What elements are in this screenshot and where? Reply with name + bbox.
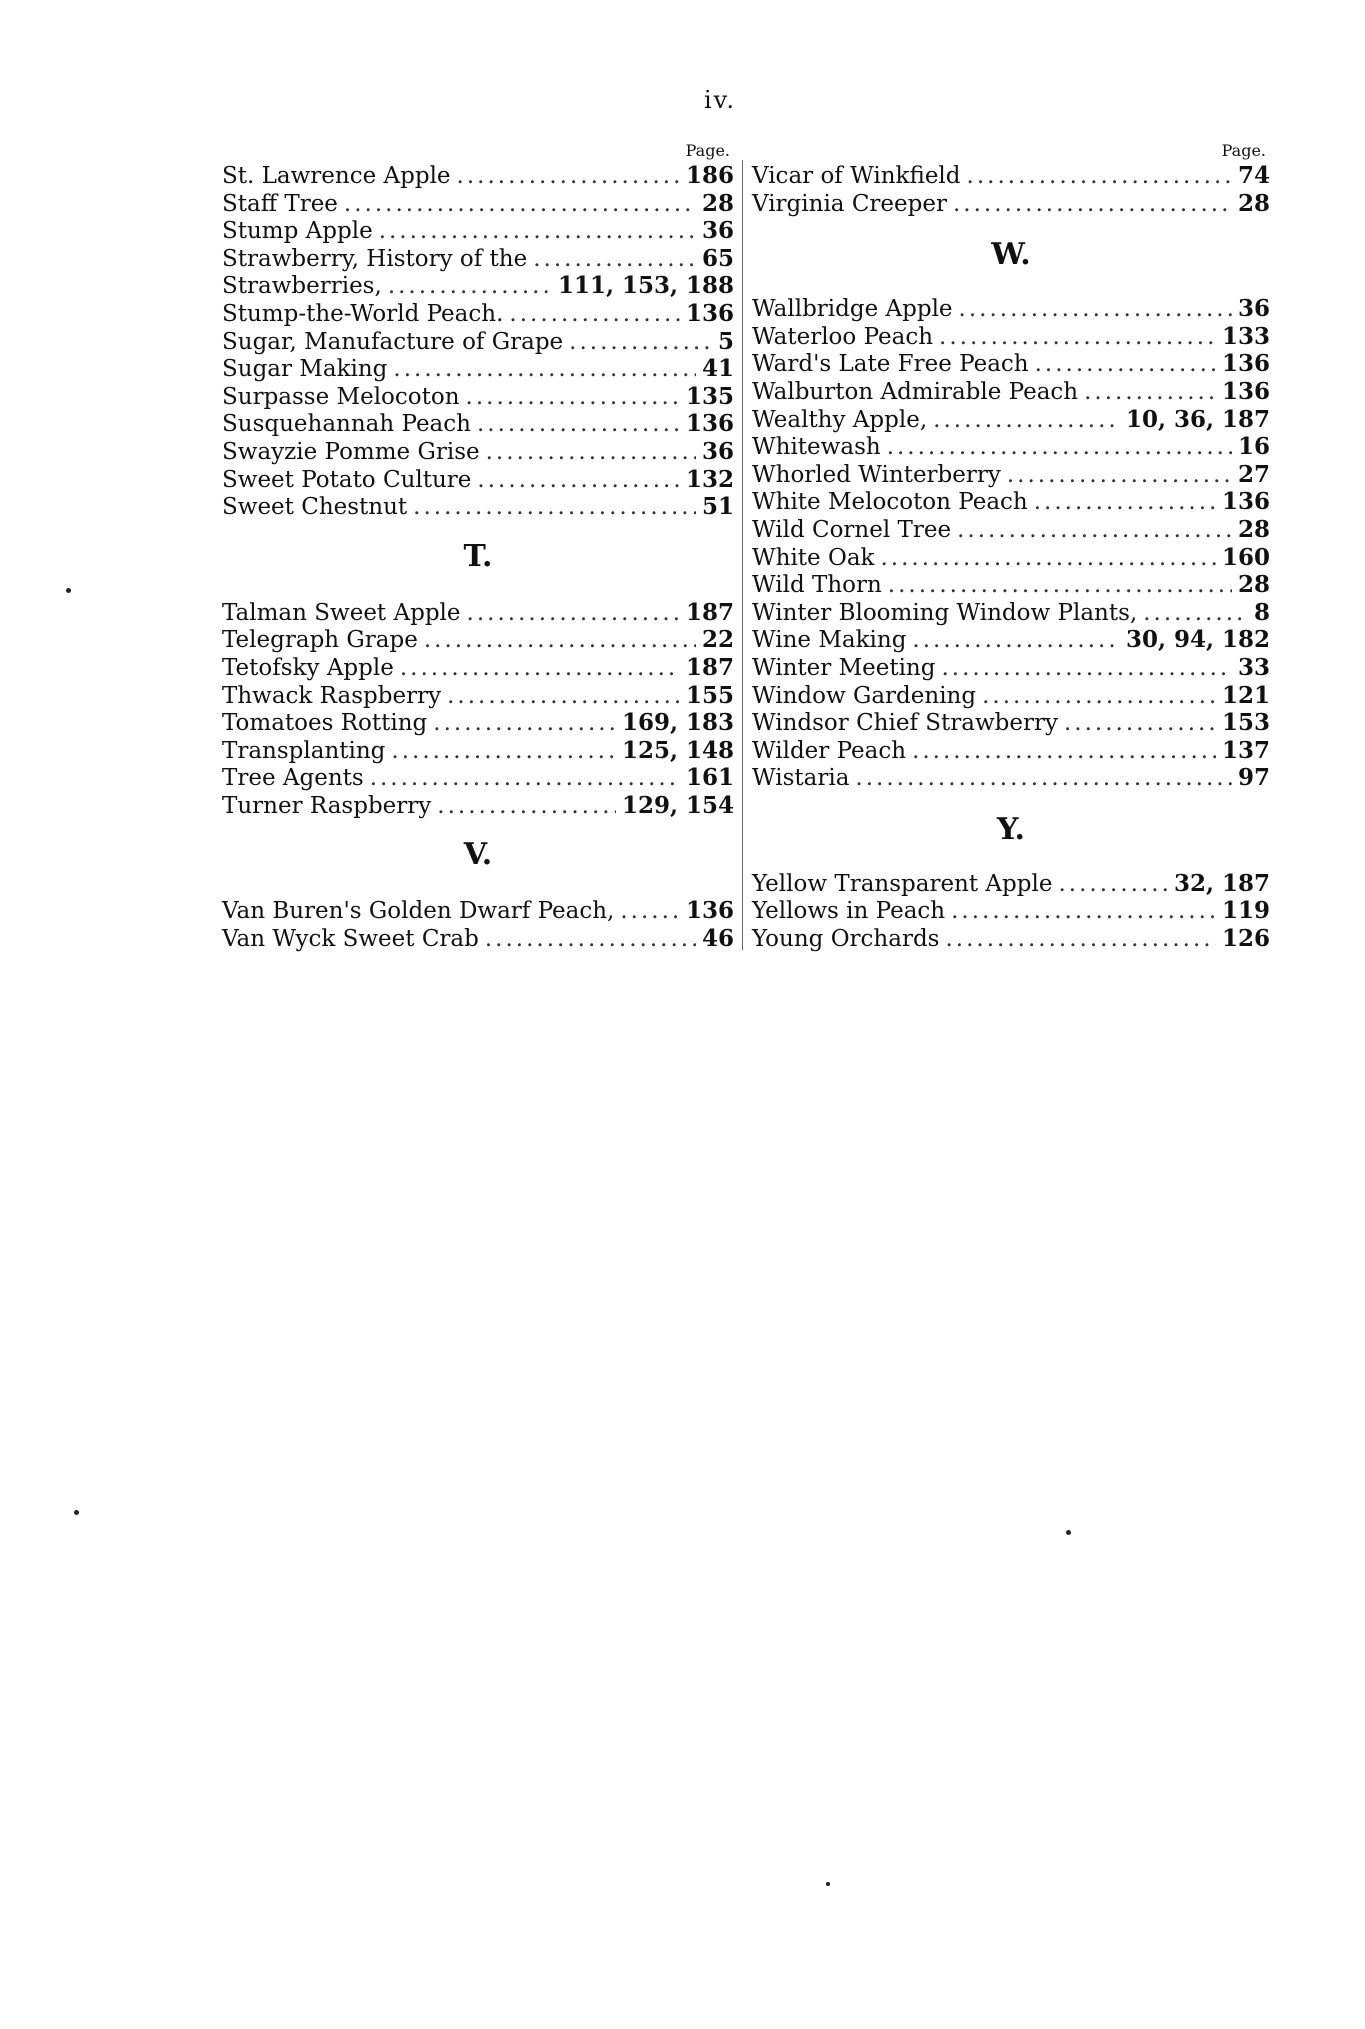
index-entry [752,461,1270,489]
index-entry-pages: 187 [685,598,734,626]
index-entry-pages: 74 [1237,162,1270,189]
index-entry-pages: 160 [1221,543,1270,571]
index-entry-pages: 97 [1237,764,1270,792]
index-entry-term: Staff Tree [222,190,338,217]
index-entry-pages: 169, 183 [621,709,734,737]
section-heading-w: W. [991,237,1031,273]
dot-leader [933,407,1120,435]
index-group-v-continued [752,162,1270,217]
dot-leader [959,296,1232,324]
dot-leader [344,191,696,219]
index-entry-pages: 8 [1253,598,1270,626]
index-entry-pages: 28 [1237,189,1270,217]
index-entry [752,626,1270,654]
index-entry-pages: 136 [685,897,734,925]
page-column-header: Page. [685,141,730,160]
index-entry-term: Wistaria [752,765,850,792]
print-speck [74,1510,79,1515]
index-entry [222,300,734,328]
index-entry [752,350,1270,378]
index-entry-pages: 186 [685,162,734,189]
index-group-v [222,897,734,952]
index-entry [222,897,734,925]
dot-leader [1034,489,1216,517]
index-entry-term: Ward's Late Free Peach [752,351,1029,378]
index-entry-term: Sweet Potato Culture [222,466,472,493]
index-entry [752,406,1270,434]
index-entry-pages: 36 [701,217,734,245]
index-entry [222,217,734,245]
dot-leader [393,356,696,384]
index-entry [222,654,734,682]
index-entry-term: Sugar, Manufacture of Grape [222,328,564,355]
dot-leader [391,738,616,766]
index-entry-term: Talman Sweet Apple [222,599,461,626]
print-speck [1066,1530,1071,1535]
page-number: iv. [703,86,736,114]
index-entry [222,792,734,820]
index-entry-term: Wild Cornel Tree [752,516,952,543]
index-entry-term: Whitewash [752,434,881,461]
dot-leader [982,683,1216,711]
index-entry [752,488,1270,516]
index-entry [222,599,734,627]
dot-leader [413,494,696,522]
index-entry-pages: 41 [701,355,734,383]
index-entry-pages: 65 [701,244,734,272]
index-entry-term: Virginia Creeper [752,190,947,217]
index-entry-pages: 36 [701,437,734,465]
index-group-y [752,870,1270,953]
dot-leader [912,627,1120,655]
index-entry [222,162,734,190]
dot-leader [370,765,680,793]
dot-leader [1058,871,1168,899]
index-entry-pages: 28 [1237,571,1270,599]
dot-leader [388,273,552,301]
dot-leader [941,655,1232,683]
index-entry [222,383,734,411]
index-entry-pages: 22 [701,626,734,654]
index-entry [222,438,734,466]
dot-leader [887,434,1232,462]
index-entry-pages: 133 [1221,322,1270,350]
dot-leader [953,191,1232,219]
index-entry [222,764,734,792]
index-entry-term: Stump-the-World Peach. [222,300,504,327]
dot-leader [951,898,1216,926]
index-entry-pages: 136 [1221,377,1270,405]
dot-leader [486,439,696,467]
print-speck [826,1882,830,1886]
dot-leader [477,411,680,439]
index-entry [752,654,1270,682]
dot-leader [912,738,1216,766]
index-entry-term: Yellow Transparent Apple [752,870,1053,897]
dot-leader [1084,379,1216,407]
index-entry-pages: 32, 187 [1173,869,1270,897]
index-entry-term: Windsor Chief Strawberry [752,710,1058,737]
index-entry-pages: 136 [1221,350,1270,378]
index-entry-term: White Melocoton Peach [752,489,1028,516]
dot-leader [1007,462,1232,490]
index-entry [222,682,734,710]
index-entry-pages: 125, 148 [621,736,734,764]
dot-leader [485,926,696,954]
section-heading-y: Y. [997,811,1025,847]
index-entry [752,295,1270,323]
index-entry-pages: 51 [701,493,734,521]
dot-leader [379,218,696,246]
index-entry [752,190,1270,218]
index-entry-term: St. Lawrence Apple [222,163,451,189]
index-entry-pages: 155 [685,681,734,709]
dot-leader [437,793,616,821]
dot-leader [447,683,680,711]
index-entry-pages: 119 [1221,897,1270,925]
index-entry-term: Waterloo Peach [752,323,934,350]
dot-leader [855,765,1232,793]
index-entry-pages: 30, 94, 182 [1125,626,1270,654]
index-entry [752,599,1270,627]
index-entry-term: Tetofsky Apple [222,654,394,681]
index-entry-term: Van Wyck Sweet Crab [222,926,479,953]
dot-leader [509,301,680,329]
index-entry-term: Wealthy Apple, [752,406,928,433]
index-entry-term: Transplanting [222,737,386,764]
index-entry-pages: 129, 154 [621,791,734,819]
index-entry-term: Wilder Peach [752,737,907,764]
index-entry [222,709,734,737]
index-entry-term: Walburton Admirable Peach [752,378,1079,405]
index-entry [752,925,1270,953]
index-entry-term: Window Gardening [752,682,977,709]
index-entry-pages: 28 [701,189,734,217]
index-entry-term: Strawberry, History of the [222,245,528,272]
dot-leader [467,600,680,628]
index-entry-term: Yellows in Peach [752,898,946,925]
index-entry-term: Sweet Chestnut [222,494,408,521]
index-entry-term: Strawberries, [222,273,382,300]
index-entry-term: Susquehannah Peach [222,411,471,438]
dot-leader [424,627,696,655]
index-entry [752,682,1270,710]
dot-leader [533,246,696,274]
index-column-right [752,140,1270,953]
index-entry-pages: 28 [1237,515,1270,543]
index-entry-pages: 36 [1237,295,1270,323]
index-entry-term: Swayzie Pomme Grise [222,438,480,465]
column-divider [742,160,743,950]
index-entry-pages: 46 [701,925,734,953]
index-entry-term: Thwack Raspberry [222,682,442,709]
index-entry [752,516,1270,544]
index-entry [222,493,734,521]
dot-leader [880,545,1216,573]
index-entry-term: Surpasse Melocoton [222,383,460,410]
section-heading-t: T. [463,538,493,574]
dot-leader [945,926,1216,954]
index-entry [752,433,1270,461]
index-entry [752,897,1270,925]
dot-leader [466,384,680,412]
index-entry-term: Winter Meeting [752,654,936,681]
index-entry-pages: 135 [685,382,734,410]
index-entry [222,190,734,218]
index-entry-term: Tree Agents [222,765,364,792]
index-column-left [222,140,734,953]
index-entry-pages: 187 [685,653,734,681]
dot-leader [1143,600,1248,628]
index-entry-term: Stump Apple [222,218,373,245]
dot-leader [957,517,1232,545]
index-entry-pages: 136 [1221,488,1270,516]
index-entry-term: Vicar of Winkfield [752,163,961,189]
index-entry-pages: 136 [685,299,734,327]
index-entry-pages: 16 [1237,433,1270,461]
index-entry-pages: 153 [1221,709,1270,737]
index-entry-pages: 137 [1221,736,1270,764]
index-entry-pages: 5 [717,327,734,355]
dot-leader [888,572,1232,600]
index-entry [222,925,734,953]
index-entry-term: Turner Raspberry [222,792,432,819]
index-entry-term: Wild Thorn [752,572,882,599]
index-group-t [222,599,734,820]
index-entry [752,323,1270,351]
dot-leader [400,655,680,683]
index-entry-pages: 126 [1221,925,1270,953]
index-entry-term: Telegraph Grape [222,627,418,654]
index-entry-pages: 136 [685,410,734,438]
index-entry [222,410,734,438]
index-entry-term: Winter Blooming Window Plants, [752,599,1138,626]
index-entry [752,162,1270,190]
index-entry [752,378,1270,406]
index-entry-term: Wine Making [752,627,907,654]
index-entry [222,245,734,273]
dot-leader [967,163,1232,191]
dot-leader [457,163,680,191]
index-entry-term: Whorled Winterberry [752,461,1001,488]
index-entry [222,272,734,300]
print-speck [66,588,71,593]
index-group-s [222,162,734,521]
index-entry [752,870,1270,898]
index-entry [752,764,1270,792]
index-entry [752,709,1270,737]
index-entry-pages: 27 [1237,460,1270,488]
index-group-w [752,295,1270,792]
index-entry-pages: 161 [685,764,734,792]
index-entry [752,544,1270,572]
index-entry [752,737,1270,765]
index-entry [222,626,734,654]
index-entry-pages: 121 [1221,681,1270,709]
index-entry-term: White Oak [752,544,875,571]
index-entry-term: Van Buren's Golden Dwarf Peach, [222,898,615,925]
dot-leader [477,467,680,495]
index-entry-pages: 33 [1237,653,1270,681]
index-entry [222,737,734,765]
index-entry-term: Wallbridge Apple [752,296,953,323]
page-column-header: Page. [1221,141,1266,160]
index-entry-pages: 132 [685,465,734,493]
index-entry [222,466,734,494]
index-entry-pages: 111, 153, 188 [557,272,734,300]
dot-leader [1064,710,1216,738]
section-heading-v: V. [463,837,493,873]
dot-leader [1035,351,1216,379]
dot-leader [939,324,1216,352]
index-entry-term: Tomatoes Rotting [222,710,428,737]
dot-leader [569,329,712,357]
index-entry [222,355,734,383]
index-entry-term: Sugar Making [222,356,388,383]
index-entry-pages: 10, 36, 187 [1125,405,1270,433]
index-entry [752,571,1270,599]
dot-leader [433,710,616,738]
dot-leader [620,898,680,926]
index-entry-term: Young Orchards [752,926,940,953]
index-entry [222,328,734,356]
